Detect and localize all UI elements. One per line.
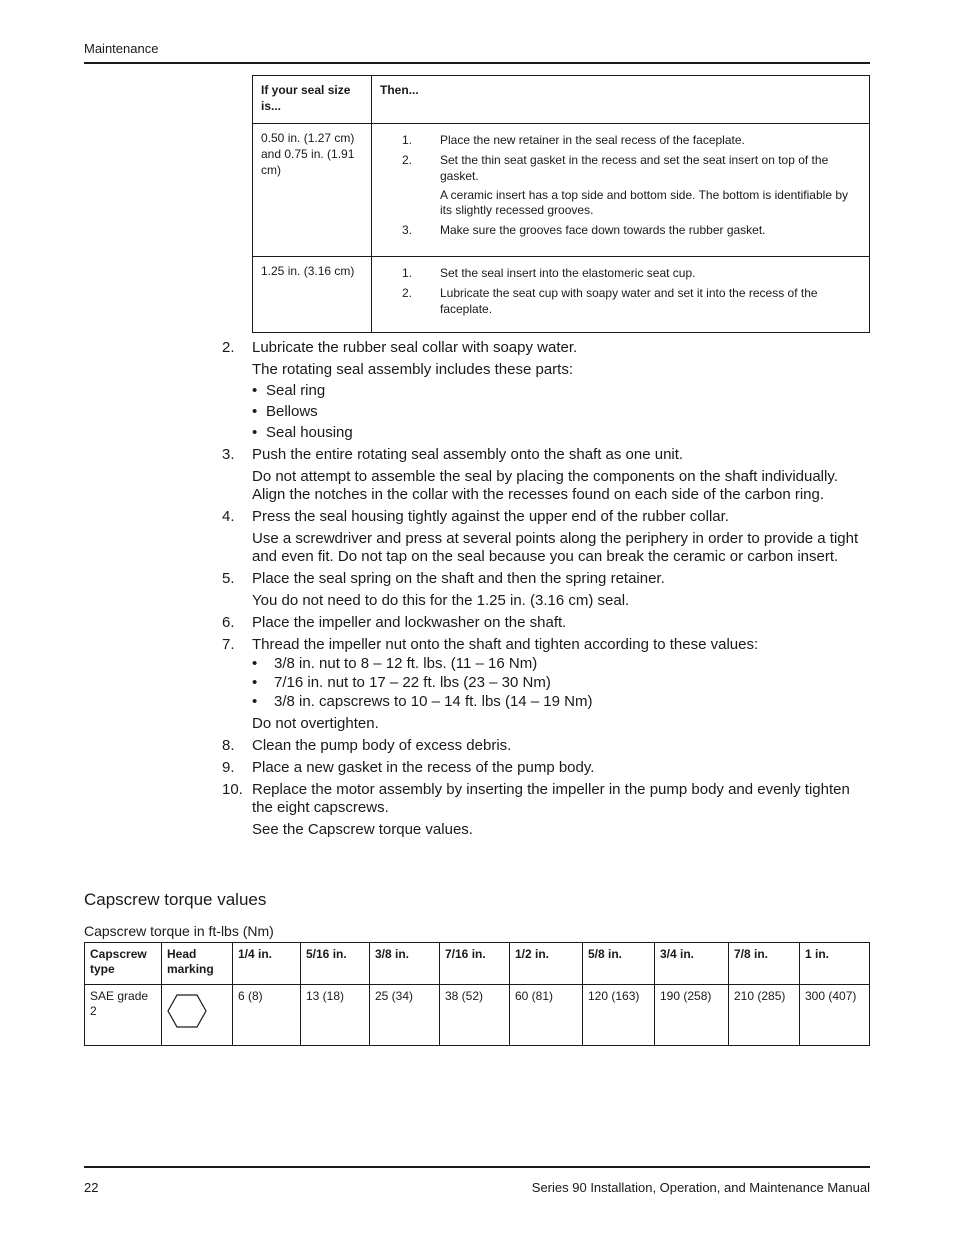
- list-item: 2. Lubricate the seat cup with soapy water and set it into the recess of the faceplate.: [402, 286, 818, 316]
- step-text: The rotating seal assembly includes these parts:: [252, 361, 573, 378]
- table-header-row: [253, 76, 870, 124]
- torque-value-cell: 120 (163): [583, 985, 655, 1046]
- ceramic-insert-note: A ceramic insert has a top side and bottom side. The bottom is identifiable by its slightly recessed grooves.: [440, 188, 848, 217]
- col-header: 5/8 in.: [583, 943, 655, 985]
- instructions-cell: [372, 124, 870, 257]
- col-header-then: Then...: [372, 76, 870, 124]
- list-item: • 3/8 in. capscrews to 10 – 14 ft. lbs (14 – 19 Nm): [252, 693, 593, 710]
- list-item: 1. Place the new retainer in the seal recess of the faceplate.: [402, 133, 745, 147]
- step-8: 8. Clean the pump body of excess debris.: [222, 737, 512, 754]
- step-9: 9. Place a new gasket in the recess of the pump body.: [222, 759, 595, 776]
- page-number: 22: [84, 1180, 99, 1195]
- col-header: 7/8 in.: [729, 943, 800, 985]
- step-6: 6. Place the impeller and lockwasher on the shaft.: [222, 614, 567, 631]
- manual-title: Series 90 Installation, Operation, and Maintenance Manual: [531, 1180, 870, 1195]
- step-text: See the Capscrew torque values.: [252, 821, 473, 838]
- section-header: Maintenance: [84, 41, 159, 56]
- footer-rule: [84, 1166, 870, 1168]
- torque-value-cell: 210 (285): [729, 985, 800, 1046]
- table-row: [253, 257, 870, 333]
- seal-size-table: [252, 75, 870, 333]
- col-header: 7/16 in.: [440, 943, 510, 985]
- step-2: 2. Lubricate the rubber seal collar with soapy water.: [222, 339, 578, 356]
- table-row: [253, 124, 870, 257]
- col-header: Head marking: [162, 943, 233, 985]
- col-header: 5/16 in.: [301, 943, 370, 985]
- col-header: 1 in.: [800, 943, 870, 985]
- head-marking-cell: [162, 985, 233, 1046]
- step-text: Do not overtighten.: [252, 715, 379, 732]
- torque-value-cell: 38 (52): [440, 985, 510, 1046]
- step-5: 5. Place the seal spring on the shaft and then the spring retainer.: [222, 570, 665, 587]
- step-text: Do not attempt to assemble the seal by placing the components on the shaft individually. Align the notches in the collar with the recesses found on each side of the carbon ring.: [252, 468, 838, 503]
- capscrew-torque-table: [84, 942, 870, 1046]
- torque-value-cell: 60 (81): [510, 985, 583, 1046]
- torque-value-cell: 25 (34): [370, 985, 440, 1046]
- step-text: Use a screwdriver and press at several points along the periphery in order to provide a tight and even fit. Do not tap on the seal because you can break the ceramic or carbon insert.: [252, 530, 859, 565]
- instructions-cell: [372, 257, 870, 333]
- list-item: • Seal housing: [252, 424, 353, 441]
- col-header-seal-size: If your seal size is...: [253, 76, 372, 124]
- table-caption: Capscrew torque in ft-lbs (Nm): [84, 923, 274, 939]
- seal-size-cell: 0.50 in. (1.27 cm) and 0.75 in. (1.91 cm): [253, 124, 372, 257]
- list-item: 2. Set the thin seat gasket in the recess and set the seat insert on top of the gasket.: [402, 153, 829, 183]
- list-item: 1. Set the seal insert into the elastomeric seat cup.: [402, 266, 696, 280]
- table-row: [85, 985, 870, 1046]
- list-item: 3. Make sure the grooves face down towards the rubber gasket.: [402, 223, 766, 237]
- col-header: 3/4 in.: [655, 943, 729, 985]
- step-4: 4. Press the seal housing tightly against the upper end of the rubber collar.: [222, 508, 729, 525]
- step-text: You do not need to do this for the 1.25 in. (3.16 cm) seal.: [252, 592, 630, 609]
- step-3: 3. Push the entire rotating seal assembly onto the shaft as one unit.: [222, 446, 684, 463]
- torque-value-cell: 300 (407): [800, 985, 870, 1046]
- col-header: 1/4 in.: [233, 943, 301, 985]
- section-heading: Capscrew torque values: [84, 890, 267, 909]
- header-rule: [84, 62, 870, 64]
- table-header-row: [85, 943, 870, 985]
- step-10: 10. Replace the motor assembly by inserting the impeller in the pump body and evenly tighten the eight capscrews.: [222, 781, 850, 816]
- list-item: • 3/8 in. nut to 8 – 12 ft. lbs. (11 – 16 Nm): [252, 655, 538, 672]
- col-header: 3/8 in.: [370, 943, 440, 985]
- capscrew-type-cell: SAE grade 2: [85, 985, 162, 1046]
- torque-value-cell: 13 (18): [301, 985, 370, 1046]
- list-item: • 7/16 in. nut to 17 – 22 ft. lbs (23 – 30 Nm): [252, 674, 551, 691]
- hexagon-icon: [167, 993, 207, 1029]
- procedure-steps: [222, 335, 870, 839]
- seal-size-cell: 1.25 in. (3.16 cm): [253, 257, 372, 333]
- col-header: Capscrew type: [85, 943, 162, 985]
- torque-value-cell: 190 (258): [655, 985, 729, 1046]
- list-item: • Bellows: [252, 403, 318, 420]
- list-item: • Seal ring: [252, 382, 326, 399]
- step-7: 7. Thread the impeller nut onto the shaft and tighten according to these values:: [222, 636, 759, 653]
- torque-value-cell: 6 (8): [233, 985, 301, 1046]
- col-header: 1/2 in.: [510, 943, 583, 985]
